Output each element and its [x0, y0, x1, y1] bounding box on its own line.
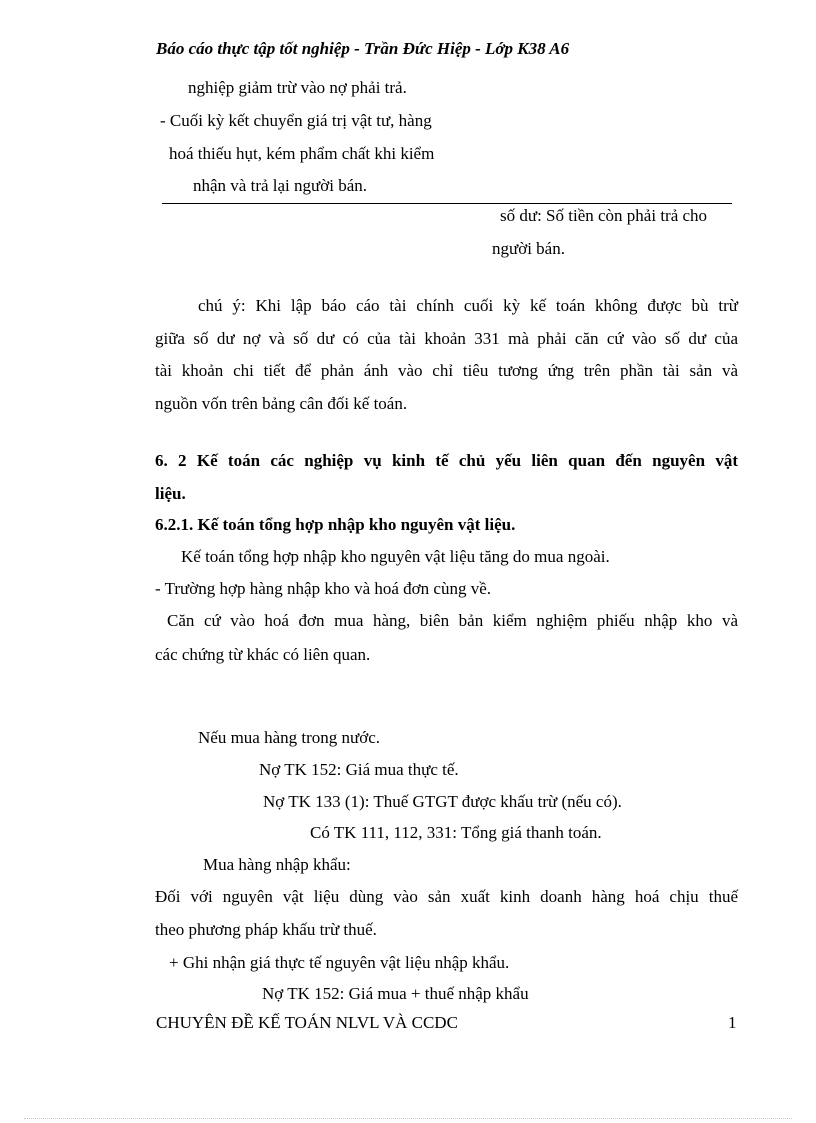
footer-title: CHUYÊN ĐỀ KẾ TOÁN NLVL VÀ CCDC — [156, 1013, 458, 1032]
paragraph: - Trường hợp hàng nhập kho và hoá đơn cùng về. — [155, 579, 492, 598]
journal-entry: Nợ TK 152: Giá mua thực tế. — [259, 760, 459, 779]
left-line: nhận và trả lại người bán. — [193, 176, 367, 195]
right-line: người bán. — [492, 239, 565, 258]
journal-entry: Nợ TK 133 (1): Thuế GTGT được khấu trừ (nếu có). — [263, 792, 622, 811]
note-line: tài khoản chi tiết để phản ánh vào chỉ tiêu tương ứng trên phần tài sản và — [155, 361, 738, 380]
paragraph: Kế toán tổng hợp nhập kho nguyên vật liệu tăng do mua ngoài. — [181, 547, 610, 566]
import-desc: theo phương pháp khấu trừ thuế. — [155, 920, 377, 939]
note-line: nguồn vốn trên bảng cân đối kế toán. — [155, 394, 408, 413]
journal-entry: Có TK 111, 112, 331: Tổng giá thanh toán. — [310, 823, 602, 842]
section-heading: liệu. — [155, 484, 186, 503]
note-line: giữa số dư nợ và số dư có của tài khoản 331 mà phải căn cứ vào số dư của — [155, 329, 738, 348]
note-line: chú ý: Khi lập báo cáo tài chính cuối kỳ kế toán không được bù trừ — [198, 296, 738, 315]
sub-heading: 6.2.1. Kế toán tổng hợp nhập kho nguyên vật liệu. — [155, 515, 516, 534]
domestic-title: Nếu mua hàng trong nước. — [198, 728, 381, 747]
left-line: hoá thiếu hụt, kém phẩm chất khi kiểm — [169, 144, 435, 163]
divider-line — [162, 203, 732, 204]
paragraph: Căn cứ vào hoá đơn mua hàng, biên bản kiểm nghiệm phiếu nhập kho và — [167, 611, 738, 630]
header-title: Báo cáo thực tập tốt nghiệp - Trần Đức Hiệp - Lớp K38 A6 — [156, 39, 570, 58]
paragraph: các chứng từ khác có liên quan. — [155, 645, 371, 664]
page-edge-divider — [24, 1118, 792, 1119]
left-line: nghiệp giảm trừ vào nợ phải trả. — [188, 78, 407, 97]
left-line: - Cuối kỳ kết chuyển giá trị vật tư, hàng — [160, 111, 432, 130]
right-line: số dư: Số tiền còn phải trả cho — [500, 206, 708, 225]
section-heading: 6. 2 Kế toán các nghiệp vụ kinh tế chủ yếu liên quan đến nguyên vật — [155, 451, 738, 470]
import-title: Mua hàng nhập khẩu: — [203, 855, 351, 874]
journal-entry: Nợ TK 152: Giá mua + thuế nhập khẩu — [262, 984, 529, 1003]
import-bullet: + Ghi nhận giá thực tế nguyên vật liệu nhập khẩu. — [169, 953, 510, 972]
page-number: 1 — [728, 1013, 737, 1032]
import-desc: Đối với nguyên vật liệu dùng vào sản xuất kinh doanh hàng hoá chịu thuế — [155, 887, 738, 906]
